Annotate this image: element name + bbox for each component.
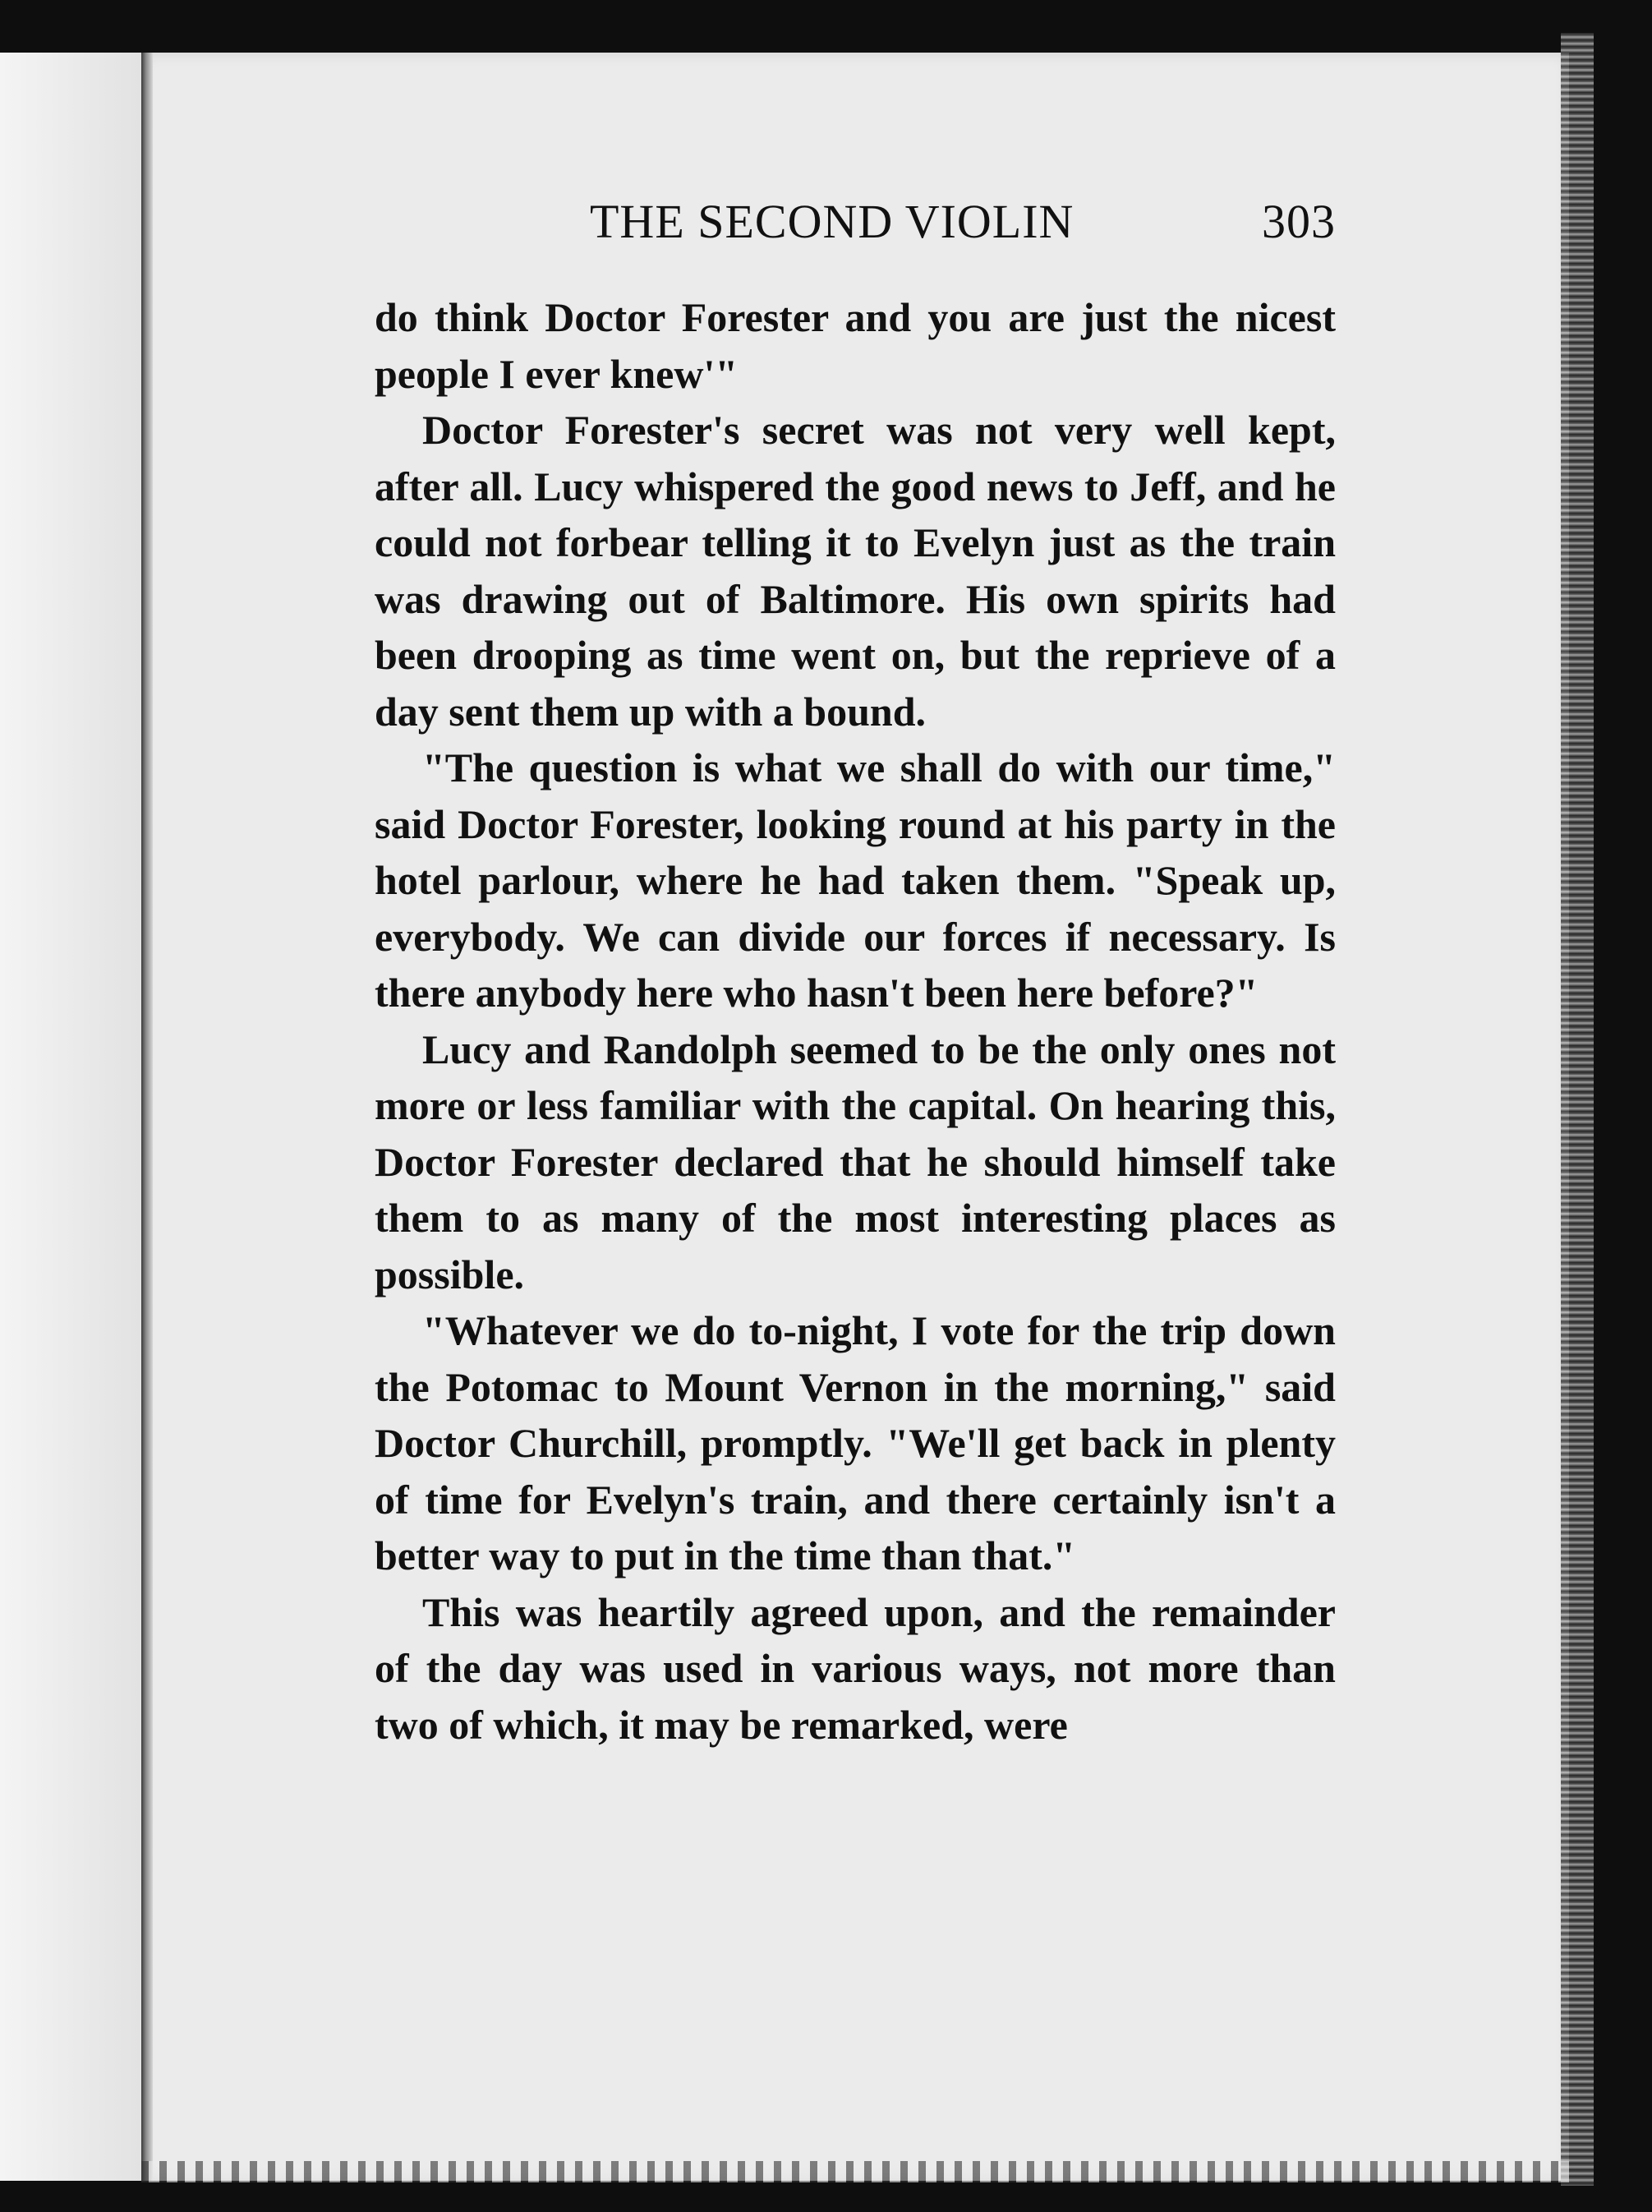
paragraph: "Whatever we do to-night, I vote for the trip down the Potomac to Mount Vernon in the morning," said Doctor Churchill, promptly. "We'll get back in plenty of time for Evelyn's train, and there certainly isn't a better way to put in the time than that." [375,1307,1336,1578]
paragraph: Doctor Forester's secret was not very well kept, after all. Lucy whispered the good news to Jeff, and he could not forbear telling it to Evelyn just as the train was drawing out of Baltimore. His own spirits had been drooping as time went on, but the reprieve of a day sent them up with a bound. [375,407,1336,735]
facing-page-margin [0,53,141,2181]
page-number: 303 [1262,195,1336,248]
paragraph: This was heartily agreed upon, and the remainder of the day was used in various ways, not more than two of which, it may be remarked, were [375,1588,1336,1748]
paragraph: "The question is what we shall do with our time," said Doctor Forester, looking round at his party in the hotel parlour, where he had taken them. "Speak up, everybody. We can divide our forces if necessary. Is there anybody here who hasn't been here before?" [375,744,1336,1016]
paragraph: Lucy and Randolph seemed to be the only ones not more or less familiar with the capital. On hearing this, Doctor Forester declared that he should himself take them to as many of the most interesting places as possible. [375,1025,1336,1297]
page-bottom-edge [141,2161,1569,2182]
page-left-edge [141,53,153,2181]
paragraph-continued: do think Doctor Forester and you are just the nicest people I ever knew'" [375,294,1336,397]
running-title: THE SECOND VIOLIN [590,195,1074,248]
page-right-edge [1561,33,1594,2186]
running-head [375,194,1336,260]
body-text [375,289,1336,1753]
